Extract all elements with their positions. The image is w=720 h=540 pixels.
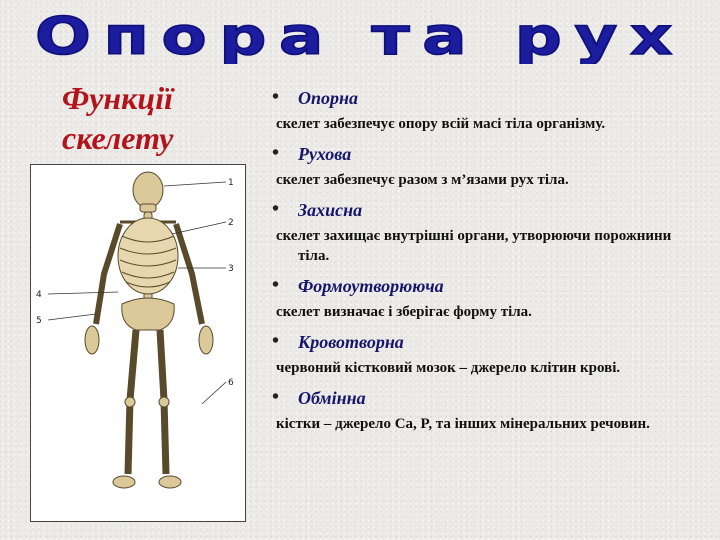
figure-label-4: 4 bbox=[36, 290, 42, 300]
functions-list bbox=[270, 86, 700, 442]
function-name: • Формоутворююча bbox=[270, 274, 700, 298]
figure-label-3: 3 bbox=[228, 264, 234, 274]
figure-label-2: 2 bbox=[228, 218, 234, 228]
function-name: • Опорна bbox=[270, 86, 700, 110]
function-description: червоний кістковий мозок – джерело клітин крові. bbox=[276, 360, 621, 376]
list-item-metabolic bbox=[270, 386, 700, 434]
list-item-protective bbox=[270, 198, 700, 266]
subtitle-line-1: Функції bbox=[62, 80, 173, 116]
list-item-motion bbox=[270, 142, 700, 190]
skeleton-figure bbox=[30, 164, 246, 522]
skeleton-illustration bbox=[30, 164, 246, 522]
figure-label-1: 1 bbox=[228, 178, 234, 188]
figure-label-6: 6 bbox=[228, 378, 234, 388]
slide-subtitle bbox=[62, 78, 232, 158]
list-item-shaping bbox=[270, 274, 700, 322]
function-name: • Рухова bbox=[270, 142, 700, 166]
title-text: Опора та рух bbox=[35, 7, 685, 64]
function-description: скелет захищає внутрішні органи, утворюючи порожнини тіла. bbox=[276, 228, 672, 264]
slide-title bbox=[0, 4, 720, 64]
figure-label-5: 5 bbox=[36, 316, 42, 326]
function-description: кістки – джерело Ca, P, та інших мінеральних речовин. bbox=[276, 416, 650, 432]
function-description: скелет забезпечує разом з м’язами рух тіла. bbox=[276, 172, 569, 188]
list-item-support bbox=[270, 86, 700, 134]
list-item-hematopoietic bbox=[270, 330, 700, 378]
function-name: • Кровотворна bbox=[270, 330, 700, 354]
function-name: • Захисна bbox=[270, 198, 700, 222]
function-name: • Обмінна bbox=[270, 386, 700, 410]
function-description: скелет визначає і зберігає форму тіла. bbox=[276, 304, 532, 320]
function-description: скелет забезпечує опору всій масі тіла організму. bbox=[276, 116, 606, 132]
subtitle-line-2: скелету bbox=[62, 120, 174, 156]
